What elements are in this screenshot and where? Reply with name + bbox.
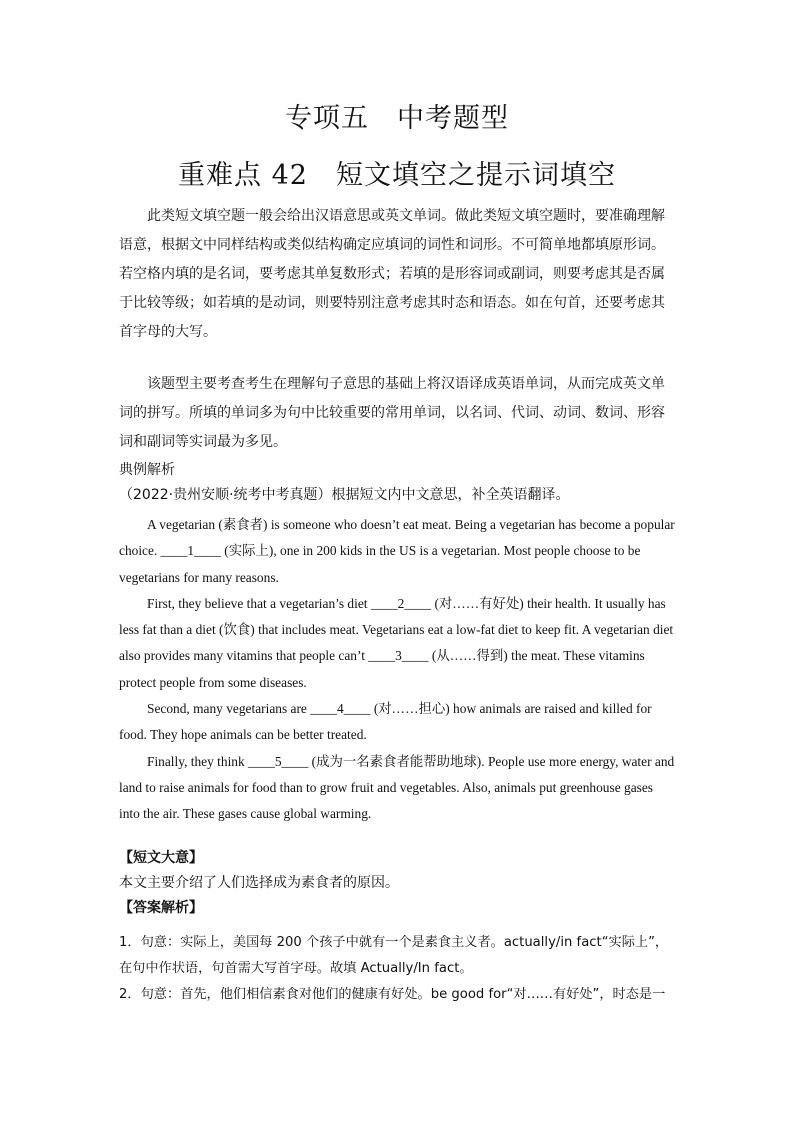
section-title: 专项五 中考题型 <box>285 103 509 134</box>
summary-label: 【短文大意】 <box>119 850 203 866</box>
example-section <box>119 458 675 508</box>
analysis-item-1: 1．句意：实际上，美国每 200 个孩子中就有一个是素食主义者。actually/in fact“实际上”，在句中作状语，句首需大写首字母。故填 Actually/In fact。 <box>119 935 669 976</box>
intro-paragraph-2: 该题型主要考查考生在理解句子意思的基础上将汉语译成英语单词，从而完成英文单词的拼写。所填的单词多为句中比较重要的常用单词，以名词、代词、动词、数词、形容词和副词等实词最为多见。 <box>119 376 665 450</box>
analysis-item-2: 2．句意：首先，他们相信素食对他们的健康有好处。be good for“对……有好处”，时态是一 <box>119 987 666 1002</box>
passage-paragraph-1: A vegetarian (素食者) is someone who doesn’t eat meat. Being a vegetarian has become a popular choice. ____1____ (实际上), one in 200 kids in the US is a vegetarian. Most people choose to be vegetarians for many reasons. <box>119 517 675 585</box>
intro-section <box>119 202 675 347</box>
passage-paragraph-4: Finally, they think ____5____ (成为一名素食者能帮助地球). People use more energy, water and land to raise animals for food than to grow fruit and vegetables. Also, animals put greenhouse gases into the air. These gases cause global warming. <box>119 753 675 822</box>
passage-paragraph-3: Second, many vegetarians are ____4____ (对……担心) how animals are raised and killed for food. They hope animals can be better treated. <box>119 701 652 743</box>
example-source: （2022·贵州安顺·统考中考真题）根据短文内中文意思，补全英语翻译。 <box>119 487 570 503</box>
analysis-section <box>119 930 675 1008</box>
example-label: 典例解析 <box>119 462 175 478</box>
passage <box>119 512 675 828</box>
topic-title: 重难点 42 短文填空之提示词填空 <box>178 160 616 191</box>
intro-paragraph-1: 此类短文填空题一般会给出汉语意思或英文单词。做此类短文填空题时，要准确理解语意，根据文中同样结构或类似结构确定应填词的词性和词形。不可简单地都填原形词。若空格内填的是名词，要考虑其单复数形式；若填的是形容词或副词，则要考虑其是否属于比较等级；如若填的是动词，则要特别注意考虑其时态和语态。如在句首，还要考虑其首字母的大写。 <box>119 208 665 340</box>
summary-text: 本文主要介绍了人们选择成为素食者的原因。 <box>119 875 399 891</box>
passage-paragraph-2: First, they believe that a vegetarian’s diet ____2____ (对……有好处) their health. It usually has less fat than a diet (饮食) that includes meat. Vegetarians eat a low-fat diet to keep fit. A vegetarian diet also provides many vitamins that people can’t ____3____ (从……得到) the meat. These vitamins protect people from some diseases. <box>119 595 674 690</box>
summary-section <box>119 846 675 921</box>
analysis-label: 【答案解析】 <box>119 900 203 916</box>
intro-section-2 <box>119 370 675 457</box>
